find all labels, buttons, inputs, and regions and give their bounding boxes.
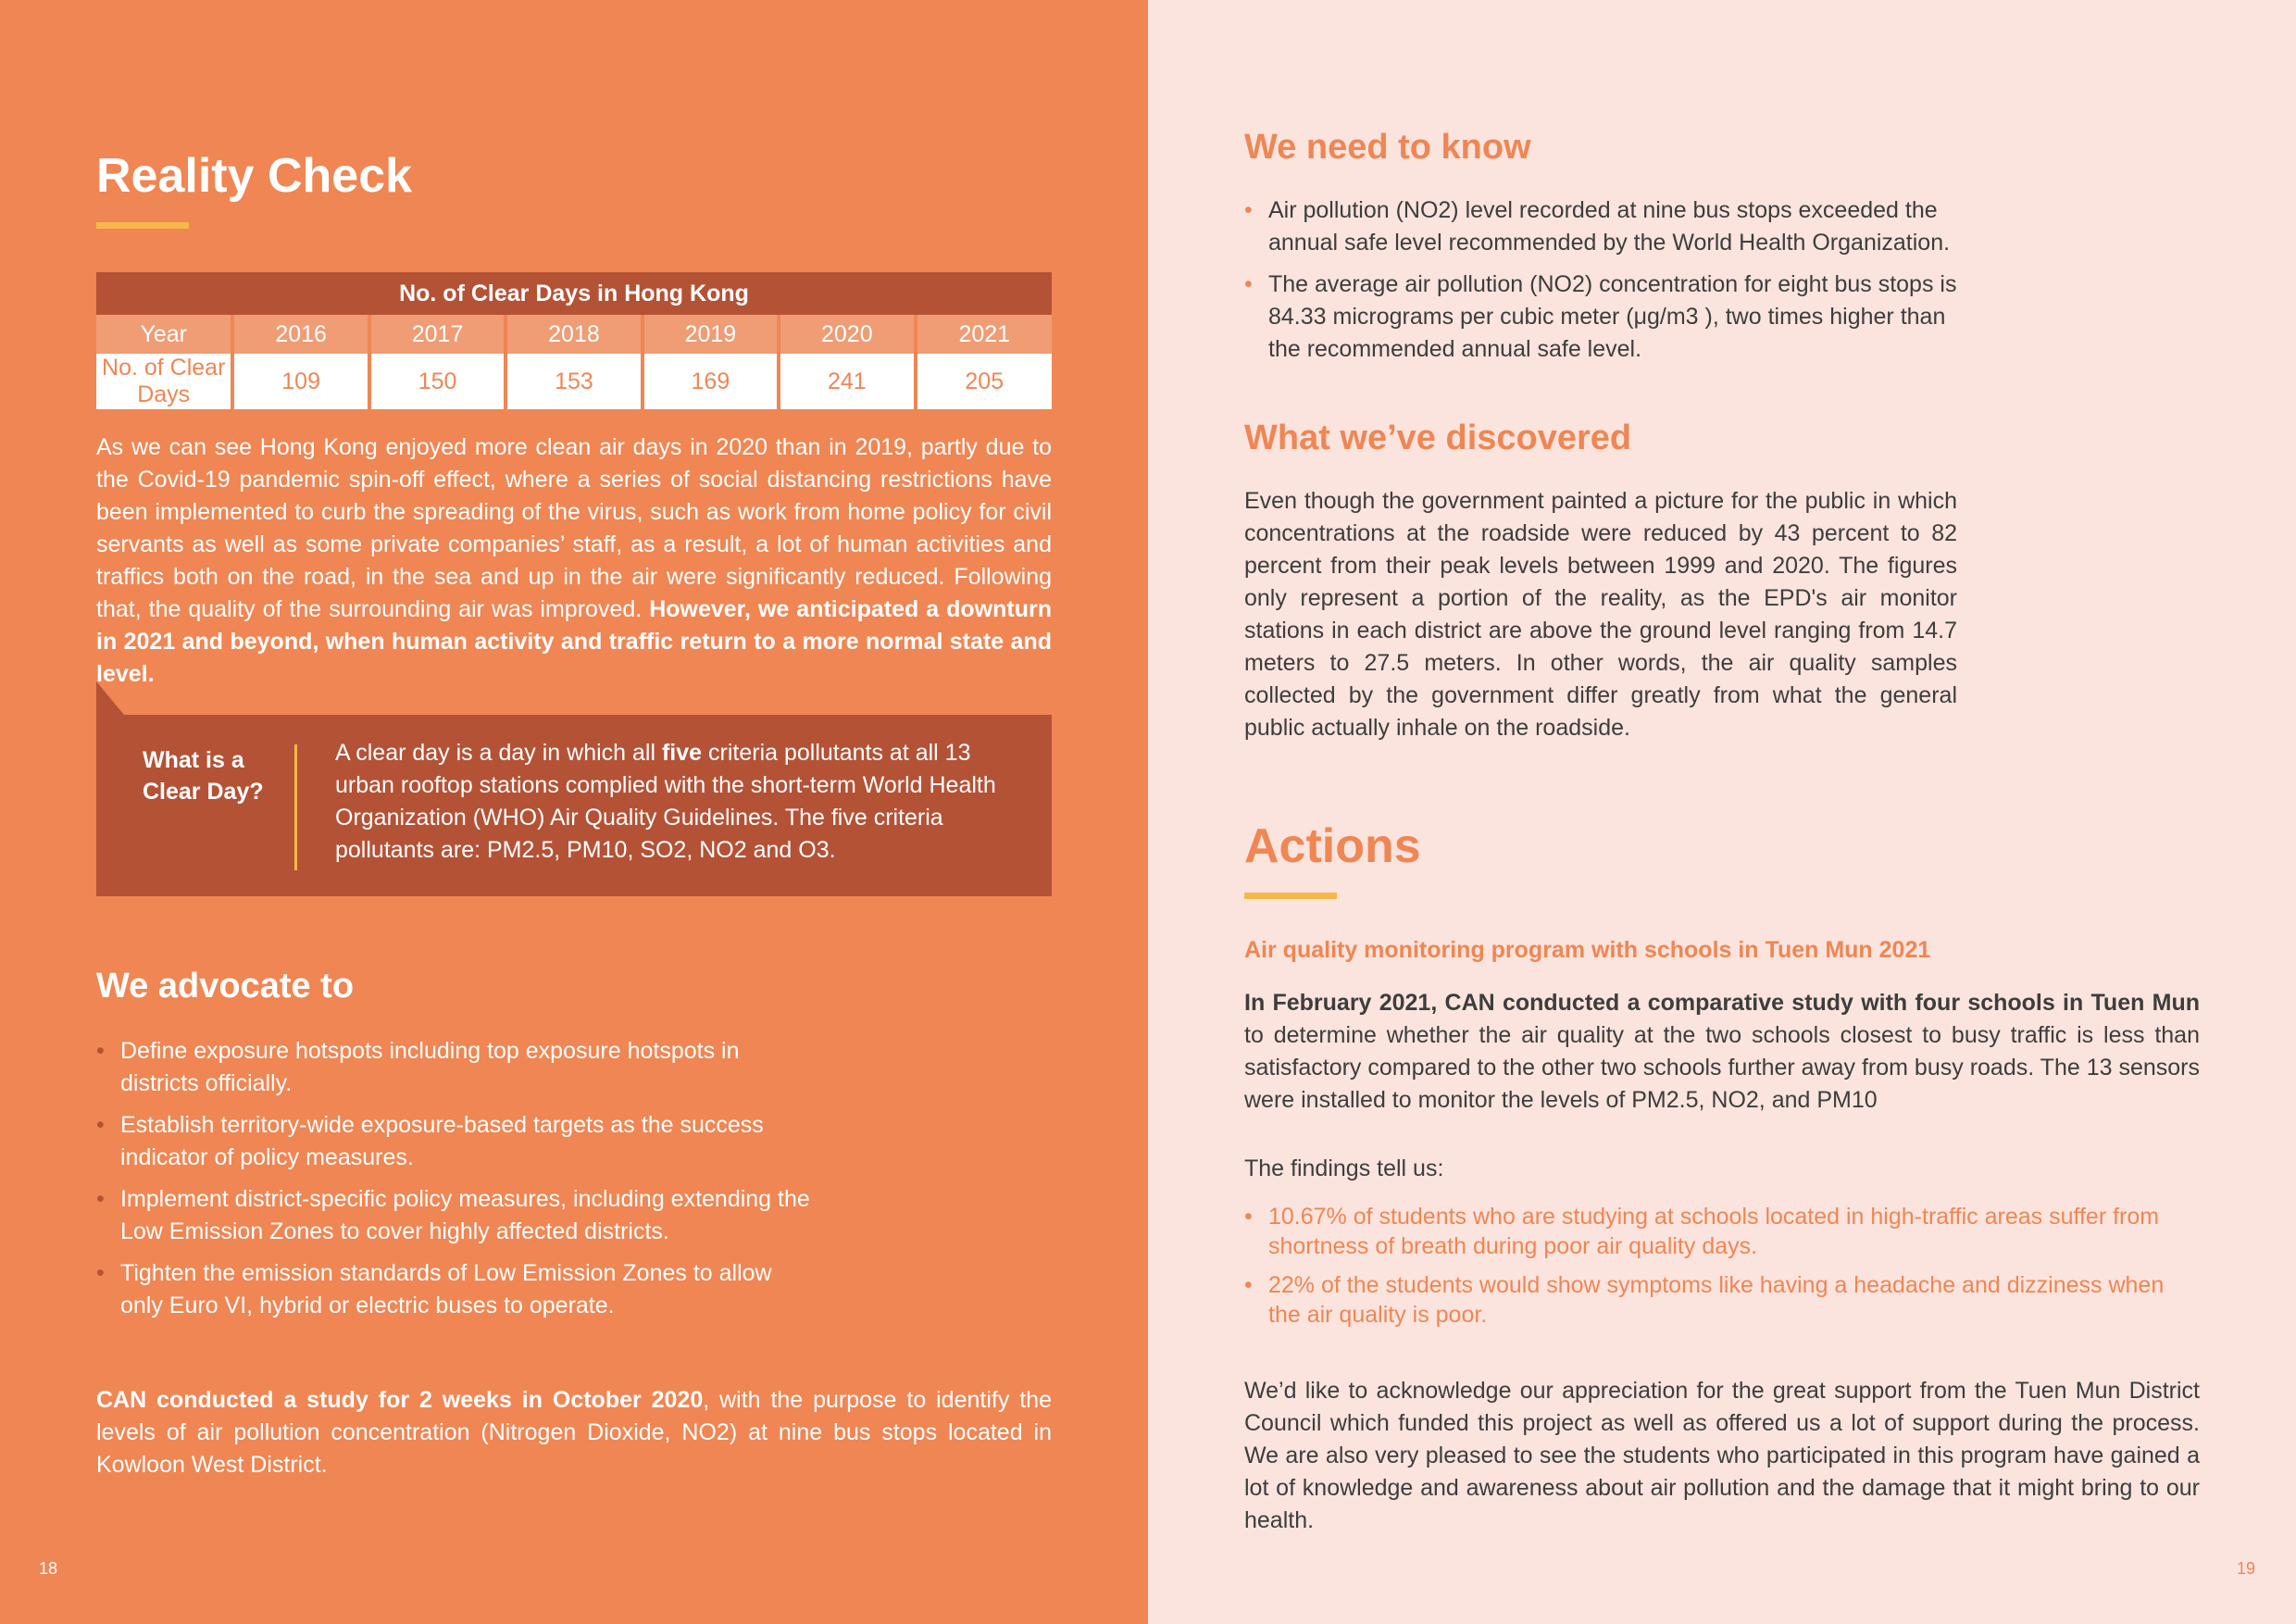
list-item-text: Define exposure hotspots including top exposure hotspots in districts officially.	[120, 1038, 740, 1096]
list-item	[96, 1035, 818, 1100]
table-header-cell: 2016	[232, 315, 368, 354]
list-item	[96, 1183, 818, 1248]
clear-day-callout	[96, 715, 1052, 896]
bullet-icon: •	[96, 1260, 105, 1286]
callout-tab	[96, 681, 124, 715]
program-paragraph	[1244, 987, 2200, 1117]
actions-heading: Actions	[1244, 819, 1421, 873]
bullet-icon: •	[96, 1112, 105, 1138]
bullet-icon: •	[1244, 1204, 1253, 1230]
table-header-cell: Year	[96, 315, 232, 354]
actions-underline	[1244, 893, 1337, 899]
discovered-heading: What we’ve discovered	[1244, 418, 1632, 457]
table-cell: 205	[916, 354, 1052, 409]
intro-paragraph	[96, 431, 1052, 691]
table-cell: 153	[505, 354, 642, 409]
page-title: Reality Check	[96, 149, 413, 203]
need-list	[1244, 194, 1966, 375]
table-row	[96, 354, 1052, 409]
table-header-cell: 2019	[643, 315, 779, 354]
callout-text	[335, 737, 1002, 867]
table-cell: 241	[779, 354, 915, 409]
bullet-icon: •	[1244, 1272, 1253, 1298]
program-text: to determine whether the air quality at the two schools closest to busy traffic is less than satisfactory compared to the other two schools further away from busy roads. The 13 sensors were installed to monitor the levels of PM2.5, NO2, and PM10	[1244, 1022, 2200, 1113]
list-item-text: 22% of the students would show symptoms like having a headache and dizziness when the air quality is poor.	[1268, 1272, 2165, 1328]
study-paragraph	[96, 1384, 1052, 1481]
clear-days-table	[96, 272, 1052, 409]
list-item-text: 10.67% of students who are studying at schools located in high-traffic areas suffer from shortness of breath during poor air quality days.	[1268, 1204, 2160, 1259]
table-header-cell: 2020	[779, 315, 915, 354]
list-item-text: Implement district-specific policy measures, including extending the Low Emission Zones to cover highly affected districts.	[120, 1186, 810, 1244]
findings-list	[1244, 1202, 2200, 1339]
table-header-row	[96, 315, 1052, 354]
table-title: No. of Clear Days in Hong Kong	[96, 272, 1052, 315]
table-header-cell: 2021	[916, 315, 1052, 354]
list-item-text: The average air pollution (NO2) concentration for eight bus stops is 84.33 micrograms per cubic meter (μg/m3 ), two times higher than the recommended annual safe level.	[1268, 271, 1957, 362]
callout-divider	[294, 744, 297, 870]
page-number-left: 18	[39, 1559, 58, 1578]
list-item	[96, 1109, 818, 1174]
table-header-cell: 2018	[505, 315, 642, 354]
page-number-right: 19	[2237, 1559, 2256, 1578]
bullet-icon: •	[1244, 271, 1253, 297]
list-item	[1244, 1202, 2200, 1261]
acknowledge-paragraph: We’d like to acknowledge our appreciation for the great support from the Tuen Mun District Council which funded this project as well as offered us a lot of support during the process. We are also very pleased to see the students who participated in this program have gained a lot of knowledge and awareness about air pollution and the damage that it might bring to our health.	[1244, 1378, 2200, 1533]
bullet-icon: •	[96, 1186, 105, 1212]
callout-text-bold: five	[661, 740, 703, 766]
list-item	[1244, 1270, 2200, 1330]
intro-bold-text: However, we anticipated a downturn in 2021 and beyond, when human activity and traffic return to a more normal state and level.	[96, 596, 1052, 687]
intro-text: As we can see Hong Kong enjoyed more clean air days in 2020 than in 2019, partly due to the Covid-19 pandemic spin-off effect, where a series of social distancing restrictions have been implemented to curb the spreading of the virus, such as work from home policy for civil servants as well as some private companies’ staff, as a result, a lot of human activities and traffics both on the road, in the sea and up in the air were significantly reduced. Following that, the quality of the surrounding air was improved.	[96, 434, 1052, 622]
table-header-cell: 2017	[369, 315, 505, 354]
bullet-icon: •	[1244, 197, 1253, 223]
callout-text-a: A clear day is a day in which all	[335, 740, 662, 766]
list-item	[1244, 194, 1966, 259]
title-underline	[96, 222, 189, 229]
list-item-text: Tighten the emission standards of Low Emission Zones to allow only Euro VI, hybrid or electric buses to operate.	[120, 1260, 772, 1318]
list-item-text: Establish territory-wide exposure-based targets as the success indicator of policy measures.	[120, 1112, 764, 1170]
program-bold-text: In February 2021, CAN conducted a comparative study with four schools in Tuen Mun	[1244, 990, 2200, 1016]
callout-question: What is a Clear Day?	[143, 747, 264, 805]
table-cell: 109	[232, 354, 368, 409]
right-page	[1148, 0, 2296, 1624]
need-heading: We need to know	[1244, 128, 1531, 167]
study-bold-text: CAN conducted a study for 2 weeks in October 2020	[96, 1387, 704, 1413]
callout-text-b: criteria pollutants at all 13 urban rooftop stations complied with the short-term World Health Organization (WHO) Air Quality Guidelines. The five criteria pollutants are: PM2.5, PM10, SO2, NO2 and O3.	[335, 740, 996, 863]
program-title: Air quality monitoring program with schools in Tuen Mun 2021	[1244, 937, 1931, 963]
table-cell: 169	[643, 354, 779, 409]
advocate-list	[96, 1035, 818, 1331]
findings-label: The findings tell us:	[1244, 1156, 1444, 1181]
list-item-text: Air pollution (NO2) level recorded at nine bus stops exceeded the annual safe level recommended by the World Health Organization.	[1268, 197, 1951, 256]
list-item	[96, 1257, 818, 1322]
table-cell: 150	[369, 354, 505, 409]
bullet-icon: •	[96, 1038, 105, 1064]
discovered-paragraph: Even though the government painted a picture for the public in which concentrations at the roadside were reduced by 43 percent to 82 percent from their peak levels between 1999 and 2020. The figures only represent a portion of the reality, as the EPD's air monitor stations in each district are above the ground level ranging from 14.7 meters to 27.5 meters. In other words, the air quality samples collected by the government differ greatly from what the general public actually inhale on the roadside.	[1244, 488, 1957, 741]
study-text: , with the purpose to identify the levels of air pollution concentration (Nitrogen Dioxide, NO2) at nine bus stops located in Kowloon West District.	[96, 1387, 1052, 1478]
list-item	[1244, 269, 1966, 366]
table-cell: No. of Clear Days	[96, 354, 232, 409]
advocate-heading: We advocate to	[96, 967, 355, 1006]
